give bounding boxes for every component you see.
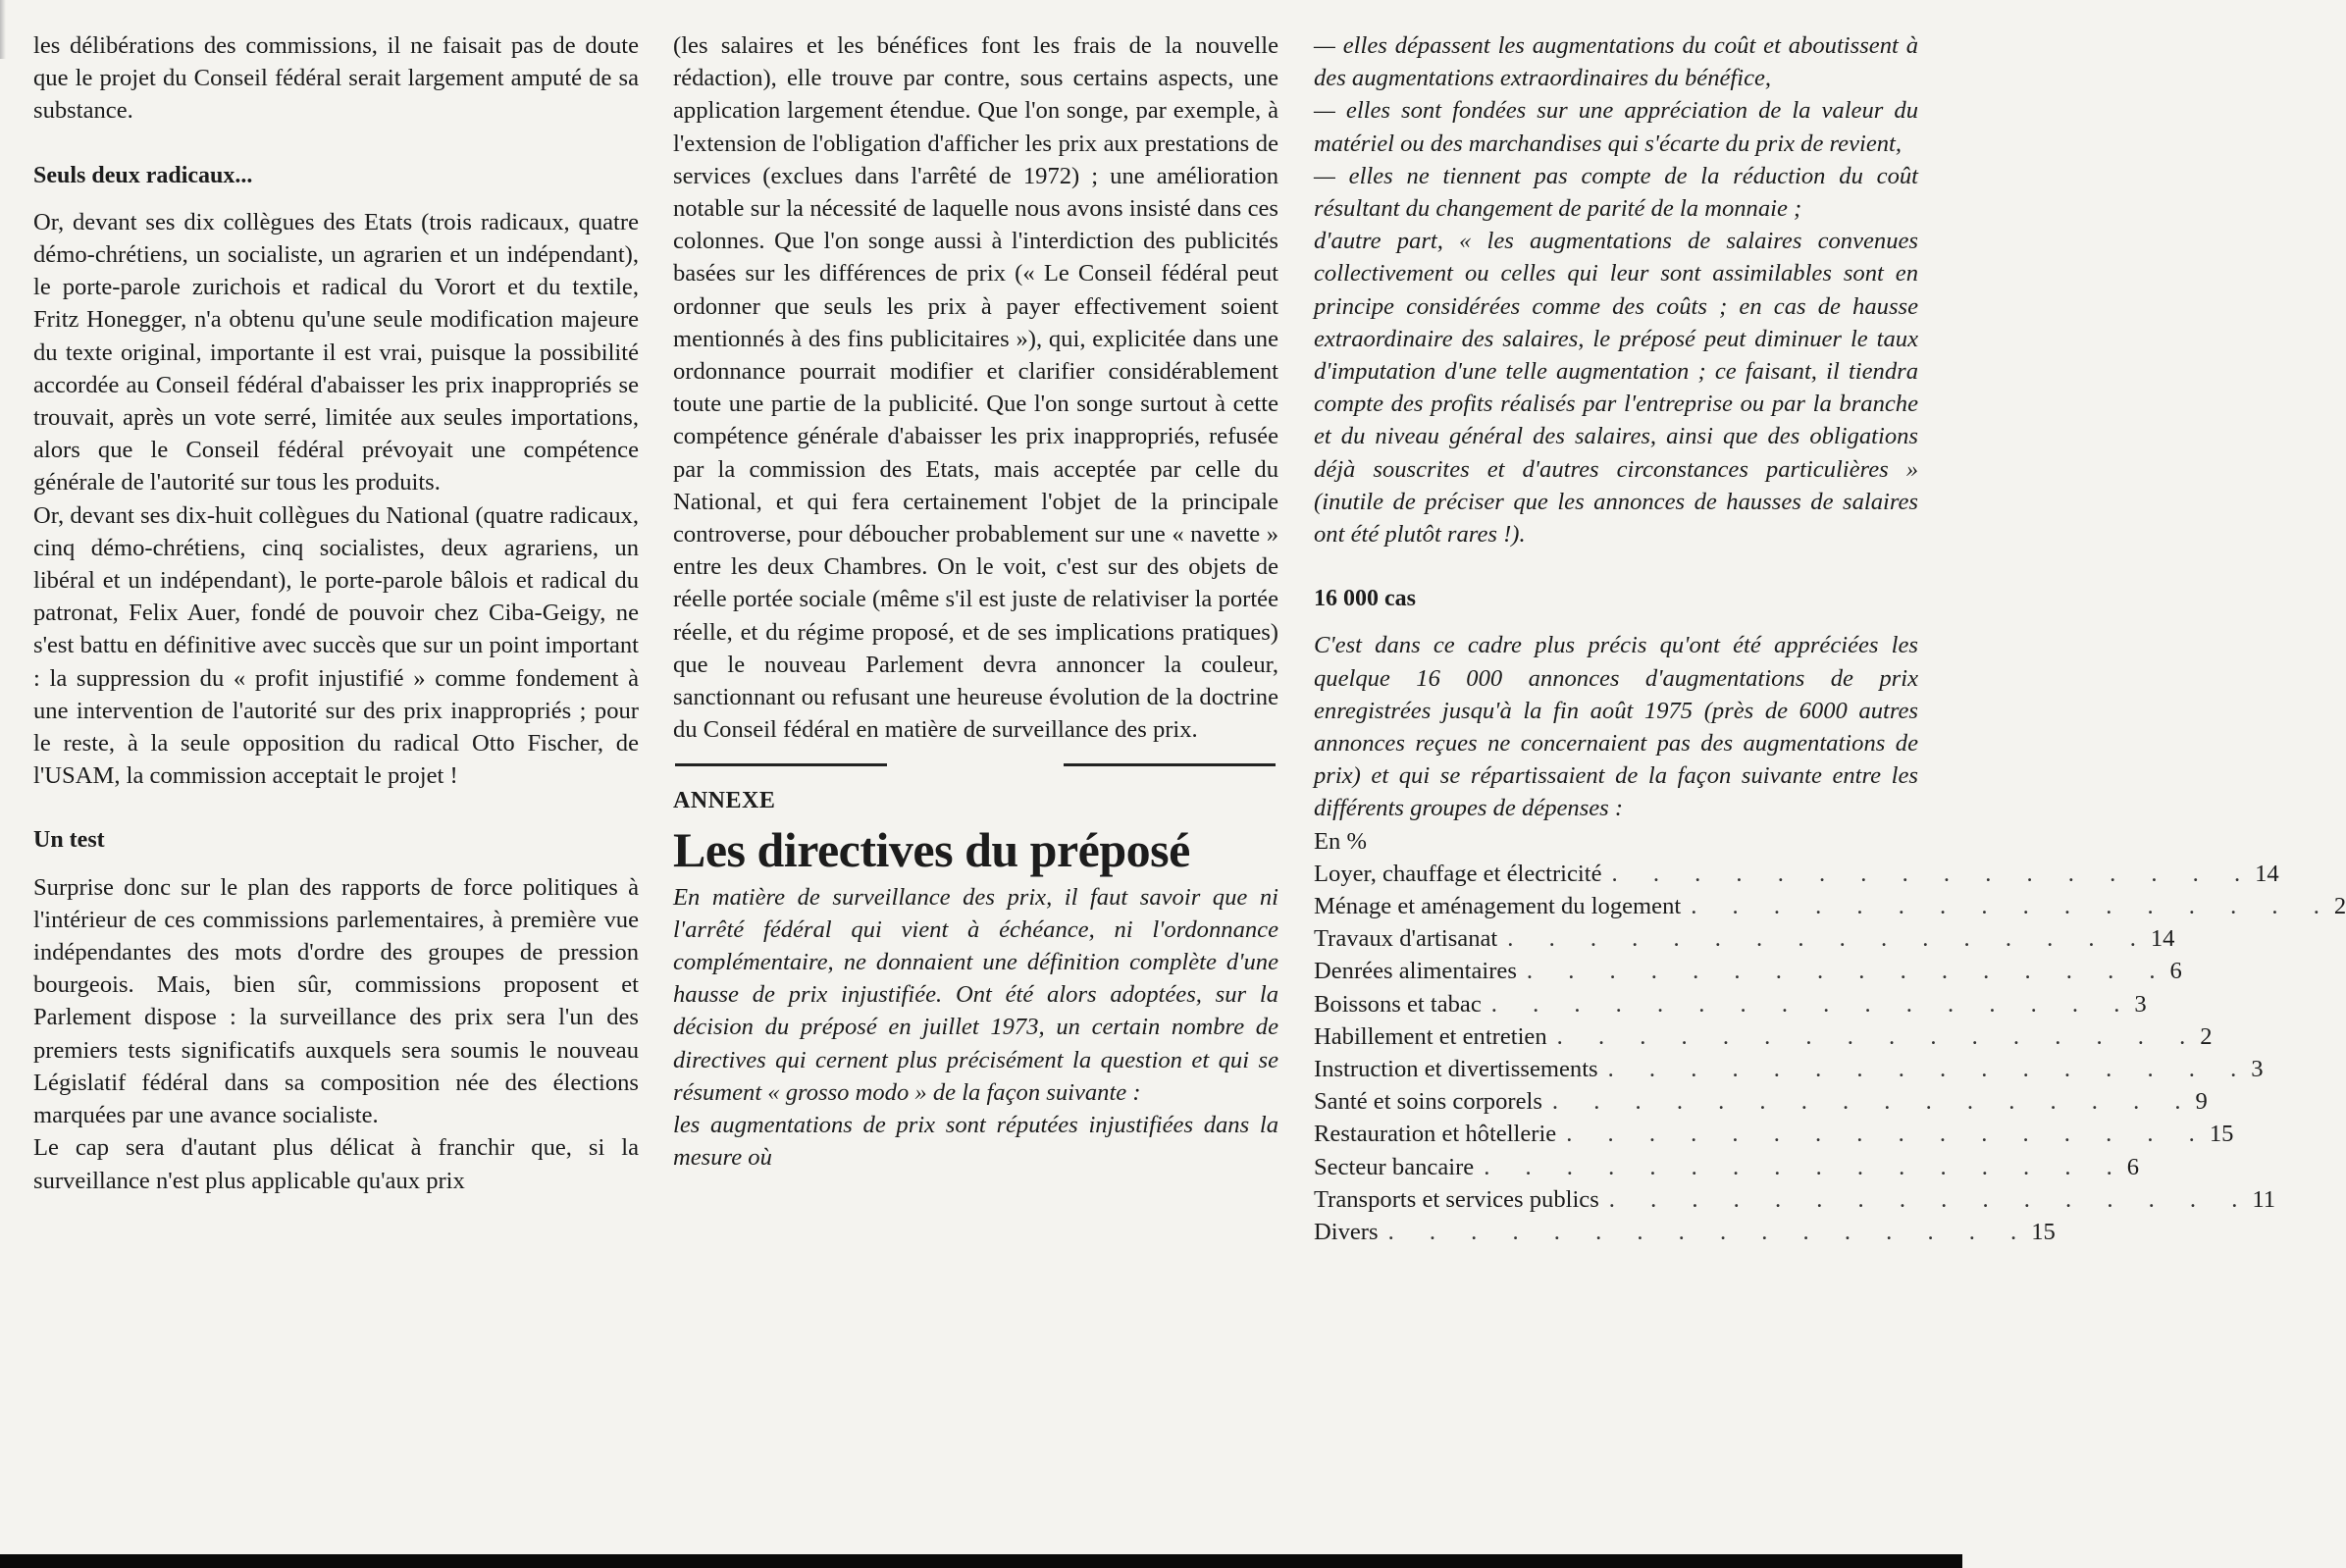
leader-dots: . . . . . . . . . . . . . . . . [1608,1185,2253,1213]
leader-dots: . . . . . . . . . . . . . . . . [1551,1088,2196,1116]
subheading-un-test: Un test [33,827,105,854]
table-row [1314,1118,2234,1150]
article-title: Les directives du préposé [673,821,1190,877]
table-label: Divers [1314,1218,1379,1245]
paragraph: Or, devant ses dix-huit collègues du National (quatre radicaux, cinq démo-chrétiens, cinq socialistes, deux agrariens, un libéral et un indépendant), le porte-parole bâlois et radical du patronat, Felix Auer, fondé de pouvoir chez Ciba-Geigy, ne s'est battu en définitive avec succès que sur un point important : la suppression du « profit injustifié » comme fondement à une intervention de l'autorité sur des prix inappropriés ; pour le reste, à la seule opposition du radical Otto Fischer, de l'USAM, la commission acceptait le projet ! [33,501,639,790]
leader-dots: . . . . . . . . . . . . . . . . [1691,893,2334,920]
paragraph: d'autre part, « les augmentations de salaires convenues collectivement ou celles qui leur sont assimilables sont en principe considérées comme des coûts ; en cas de hausse extraordinaire des salaires, le préposé peut diminuer le taux d'imputation d'une telle augmentation ; ce faisant, il tiendra compte des profits réalisés par l'entreprise ou par la branche et du niveau général des salaires, ainsi que des obligations déjà souscrites et d'autres circonstances particulières » (inutile de préciser que les annonces de hausses de salaires ont été plutôt rares !). [1314,228,1918,549]
leader-dots: . . . . . . . . . . . . . . . . [1556,1022,2201,1050]
subheading-16000-cas: 16 000 cas [1314,586,1416,612]
table-label: Instruction et divertissements [1314,1056,1598,1082]
table-label: Restauration et hôtellerie [1314,1121,1557,1148]
leader-dots: . . . . . . . . . . . . . . . . [1566,1121,2210,1148]
table-label: Ménage et aménagement du logement [1314,893,1682,920]
table-value: 6 [2169,958,2182,985]
paragraph: En matière de surveillance des prix, il faut savoir que ni l'arrêté fédéral qui vient à échéance, ni l'ordonnance complémentaire, ne donnaient une définition complète d'une hausse de prix injustifiée. Ont été alors adoptées, sur la décision du préposé en juillet 1973, un certain nombre de directives qui cernent plus précisément la question et qui se résument « grosso modo » de la façon suivante : [673,883,1278,1106]
table-value: 3 [2134,990,2147,1018]
table-label: Santé et soins corporels [1314,1088,1542,1116]
table-value: 3 [2251,1056,2264,1082]
paragraph: Le cap sera d'autant plus délicat à franchir que, si la surveillance n'est plus applicable qu'aux prix [33,1134,639,1194]
leader-dots: . . . . . . . . . . . . . . . . [1611,860,2256,887]
leader-dots: . . . . . . . . . . . . . . . . [1490,990,2135,1018]
table-value: 11 [2252,1185,2276,1213]
table-unit: En % [1314,827,1367,855]
table-row [1314,858,2279,890]
expense-table [1314,858,2346,1248]
table-row [1314,988,2147,1020]
directive-item: — elles ne tiennent pas compte de la réduction du coût résultant du changement de parité de la monnaie ; [1314,162,1918,223]
table-label: Transports et services publics [1314,1185,1599,1213]
table-row [1314,1053,2264,1085]
paragraph: (les salaires et les bénéfices font les frais de la nouvelle rédaction), elle trouve par contre, sous certains aspects, une application largement étendue. Que l'on songe, par exemple, à l'extension de l'obligation d'afficher les prix aux prestations de services (exclues dans l'arrêté de 1972) ; une amélioration notable sur la nécessité de laquelle nous avons insisté dans ces colonnes. Que l'on songe aussi à l'interdiction des publicités basées sur les différences de prix (« Le Conseil fédéral peut ordonner que seuls les prix à payer effectivement soient mentionnés à des fins publicitaires »), qui, explicitée dans une ordonnance pourrait modifier et clarifier considérablement toute une partie de la publicité. Que l'on songe surtout à cette compétence générale d'abaisser les prix inappropriés, refusée par la commission des Etats, mais acceptée par celle du National, et qui fera certainement l'objet de la principale controverse, pour déboucher probablement sur une « navette » entre les deux Chambres. On le voit, c'est sur des objets de réelle portée sociale (même s'il est juste de relativiser la portée réelle, et du régime proposé, et de ses implications pratiques) que le nouveau Parlement devra annoncer la couleur, sanctionnant ou refusant une heureuse évolution de la doctrine du Conseil fédéral en matière de surveillance des prix. [673,32,1278,744]
table-value: 15 [2209,1121,2234,1148]
paragraph: les augmentations de prix sont réputées injustifiées dans la mesure où [673,1112,1278,1172]
table-value: 2 [2333,893,2346,920]
directive-item: — elles sont fondées sur une appréciation de la valeur du matériel ou des marchandises qui s'écarte du prix de revient, [1314,97,1918,157]
table-value: 14 [2255,860,2279,887]
table-row [1314,955,2182,987]
table-label: Secteur bancaire [1314,1153,1475,1180]
leader-dots: . . . . . . . . . . . . . . . . [1607,1056,2252,1082]
table-row [1314,1020,2213,1053]
table-label: Travaux d'artisanat [1314,925,1498,953]
column-3 [1314,29,2346,1248]
leader-dots: . . . . . . . . . . . . . . . . [1387,1218,2032,1245]
column-2 [673,29,1278,1175]
column-1 [33,29,639,1197]
paragraph: Surprise donc sur le plan des rapports de force politiques à l'intérieur de ces commissions parlementaires, à première vue indépendantes des mots d'ordre des groupes de pression bourgeois. Mais, bien sûr, commissions proposent et Parlement dispose : la surveillance des prix sera l'un des premiers tests significatifs auxquels sera soumis le nouveau Législatif fédéral dans sa composition née des élections marquées par une avance socialiste. [33,873,639,1129]
table-value: 9 [2195,1088,2208,1116]
table-row [1314,1216,2056,1248]
section-rule [673,746,1278,785]
table-row [1314,890,2346,922]
table-value: 15 [2031,1218,2056,1245]
leader-dots: . . . . . . . . . . . . . . . . [1484,1153,2127,1180]
paragraph: C'est dans ce cadre plus précis qu'ont été appréciées les quelque 16 000 annonces d'augmentations de prix enregistrées jusqu'à la fin août 1975 (près de 6000 autres annonces reçues ne concernaient pas des augmentations de prix) et qui se répartissaient de la façon suivante entre les différents groupes de dépenses : [1314,632,1918,822]
table-label: Boissons et tabac [1314,990,1482,1018]
paragraph: Or, devant ses dix collègues des Etats (trois radicaux, quatre démo-chrétiens, un socialiste, un agrarien et un indépendant), le porte-parole zurichois et radical du Vorort et du textile, Fritz Honegger, n'a obtenu qu'une seule modification majeure du texte original, importante il est vrai, puisque la possibilité accordée au Conseil fédéral d'abaisser les prix inappropriés se trouvait, après un vote serré, limitée aux seules importations, alors que le Conseil fédéral prévoyait une compétence générale de l'autorité sur tous les produits. [33,208,639,497]
paragraph: les délibérations des commissions, il ne faisait pas de doute que le projet du Conseil fédéral serait largement amputé de sa substance. [33,32,639,125]
table-label: Habillement et entretien [1314,1022,1547,1050]
annexe-label: ANNEXE [673,788,776,814]
table-row [1314,1183,2276,1216]
table-value: 2 [2200,1022,2213,1050]
subheading-seuls-deux-radicaux: Seuls deux radicaux... [33,162,253,188]
directive-item: — elles dépassent les augmentations du coût et aboutissent à des augmentations extraordinaires du bénéfice, [1314,32,1918,92]
table-row [1314,1151,2140,1183]
table-row [1314,1085,2208,1118]
leader-dots: . . . . . . . . . . . . . . . . [1507,925,2151,953]
leader-dots: . . . . . . . . . . . . . . . . [1526,958,2170,985]
table-value: 6 [2126,1153,2140,1180]
table-row [1314,922,2175,955]
table-label: Loyer, chauffage et électricité [1314,860,1602,887]
page-border [0,1554,1962,1568]
table-value: 14 [2150,925,2175,953]
scan-edge [0,0,6,59]
table-label: Denrées alimentaires [1314,958,1517,985]
